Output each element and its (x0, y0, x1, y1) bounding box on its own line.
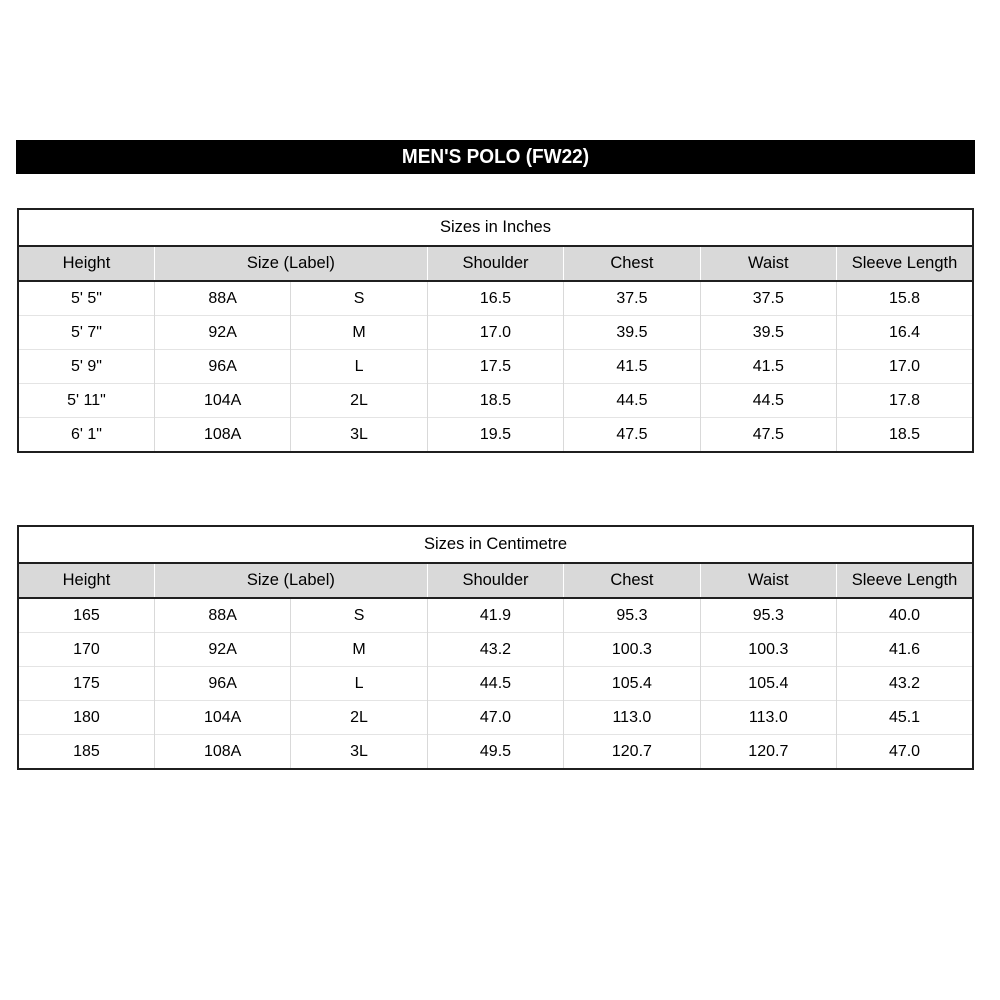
shoulder-cell: 43.2 (427, 633, 563, 667)
table-row (18, 633, 973, 667)
column-header-row (18, 246, 973, 281)
size-code-cell: 96A (154, 667, 290, 701)
height-cell: 180 (18, 701, 154, 735)
sizes-in-inches-table (17, 208, 974, 453)
page-title: MEN'S POLO (FW22) (401, 145, 590, 168)
height-cell: 6' 1" (18, 418, 154, 453)
table-row (18, 418, 973, 453)
table-title-row (18, 526, 973, 563)
chest-cell: 100.3 (564, 633, 700, 667)
size-code-cell: 104A (154, 384, 290, 418)
size-code-cell: 108A (154, 418, 290, 453)
chest-cell: 95.3 (564, 598, 700, 633)
col-header-sleeve-length: Sleeve Length (837, 246, 973, 281)
shoulder-cell: 18.5 (427, 384, 563, 418)
waist-cell: 105.4 (700, 667, 836, 701)
col-header-shoulder: Shoulder (427, 246, 563, 281)
size-code-cell: 96A (154, 350, 290, 384)
col-header-waist: Waist (700, 563, 836, 598)
shoulder-cell: 44.5 (427, 667, 563, 701)
chest-cell: 44.5 (564, 384, 700, 418)
sleeve-length-cell: 43.2 (837, 667, 973, 701)
sleeve-length-cell: 45.1 (837, 701, 973, 735)
table-row (18, 667, 973, 701)
size-label-cell: M (291, 316, 427, 350)
table-row (18, 316, 973, 350)
sleeve-length-cell: 40.0 (837, 598, 973, 633)
chest-cell: 47.5 (564, 418, 700, 453)
chest-cell: 41.5 (564, 350, 700, 384)
sleeve-length-cell: 17.0 (837, 350, 973, 384)
height-cell: 5' 7" (18, 316, 154, 350)
column-header-row (18, 563, 973, 598)
table-row (18, 701, 973, 735)
size-label-cell: S (291, 598, 427, 633)
height-cell: 5' 9" (18, 350, 154, 384)
col-header-size-label: Size (Label) (154, 563, 427, 598)
table-title: Sizes in Inches (18, 209, 973, 246)
col-header-chest: Chest (564, 246, 700, 281)
col-header-sleeve-length: Sleeve Length (837, 563, 973, 598)
shoulder-cell: 19.5 (427, 418, 563, 453)
waist-cell: 95.3 (700, 598, 836, 633)
size-code-cell: 88A (154, 281, 290, 316)
table-row (18, 384, 973, 418)
table-row (18, 598, 973, 633)
shoulder-cell: 41.9 (427, 598, 563, 633)
table-row (18, 735, 973, 770)
size-code-cell: 92A (154, 633, 290, 667)
sleeve-length-cell: 15.8 (837, 281, 973, 316)
height-cell: 165 (73, 606, 100, 624)
waist-cell: 37.5 (700, 281, 836, 316)
sleeve-length-cell: 17.8 (837, 384, 973, 418)
shoulder-cell: 49.5 (427, 735, 563, 770)
size-label-cell: 3L (291, 735, 427, 770)
sizes-in-centimetre-table (17, 525, 974, 770)
height-cell: 170 (18, 633, 154, 667)
waist-cell: 100.3 (700, 633, 836, 667)
shoulder-cell: 47.0 (427, 701, 563, 735)
size-code-cell: 88A (154, 598, 290, 633)
waist-cell: 47.5 (700, 418, 836, 453)
size-label-cell: L (291, 667, 427, 701)
size-label-cell: L (291, 350, 427, 384)
size-label-cell: M (291, 633, 427, 667)
sleeve-length-cell: 18.5 (837, 418, 973, 453)
chest-cell: 120.7 (564, 735, 700, 770)
sleeve-length-cell: 41.6 (837, 633, 973, 667)
table-title-row (18, 209, 973, 246)
height-cell: 5' 5" (70, 289, 102, 307)
chest-cell: 113.0 (564, 701, 700, 735)
waist-cell: 39.5 (700, 316, 836, 350)
title-banner (16, 140, 975, 174)
size-code-cell: 104A (154, 701, 290, 735)
waist-cell: 44.5 (700, 384, 836, 418)
size-label-cell: S (291, 281, 427, 316)
table-row (18, 281, 973, 316)
size-label-cell: 3L (291, 418, 427, 453)
col-header-shoulder: Shoulder (427, 563, 563, 598)
waist-cell: 113.0 (700, 701, 836, 735)
col-header-size-label: Size (Label) (154, 246, 427, 281)
size-code-cell: 108A (154, 735, 290, 770)
table-row (18, 350, 973, 384)
size-label-cell: 2L (291, 384, 427, 418)
height-cell: 5' 11" (18, 384, 154, 418)
col-header-waist: Waist (700, 246, 836, 281)
size-code-cell: 92A (154, 316, 290, 350)
col-header-chest: Chest (564, 563, 700, 598)
waist-cell: 120.7 (700, 735, 836, 770)
chest-cell: 105.4 (564, 667, 700, 701)
table-title: Sizes in Centimetre (18, 526, 973, 563)
waist-cell: 41.5 (700, 350, 836, 384)
shoulder-cell: 16.5 (427, 281, 563, 316)
chest-cell: 37.5 (564, 281, 700, 316)
sleeve-length-cell: 16.4 (837, 316, 973, 350)
sleeve-length-cell: 47.0 (837, 735, 973, 770)
shoulder-cell: 17.5 (427, 350, 563, 384)
col-header-height: Height (18, 563, 154, 598)
shoulder-cell: 17.0 (427, 316, 563, 350)
size-label-cell: 2L (291, 701, 427, 735)
height-cell: 185 (18, 735, 154, 770)
height-cell: 175 (18, 667, 154, 701)
col-header-height: Height (18, 246, 154, 281)
chest-cell: 39.5 (564, 316, 700, 350)
